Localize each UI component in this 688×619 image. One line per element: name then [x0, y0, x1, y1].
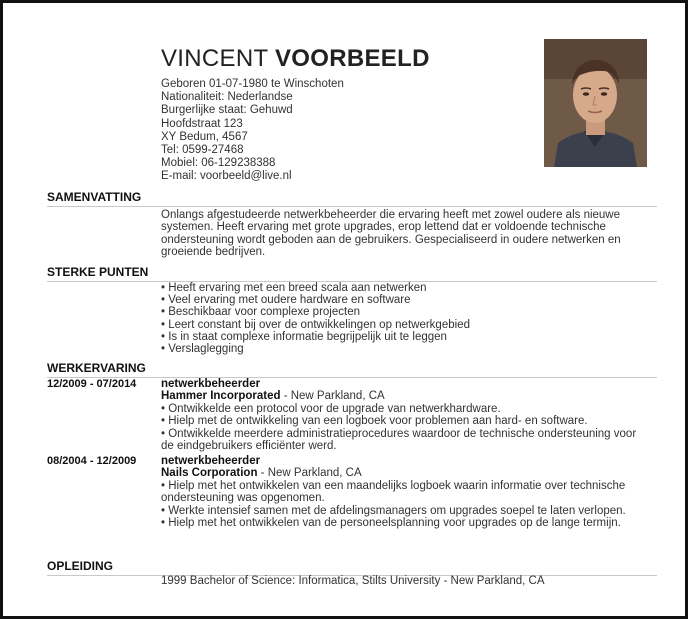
- email: E-mail: voorbeeld@live.nl: [161, 170, 292, 183]
- strength-item: • Heeft ervaring met een breed scala aan netwerken: [161, 282, 427, 294]
- company-name: Hammer Incorporated: [161, 390, 281, 403]
- section-divider: [47, 206, 657, 207]
- job-title: netwerkbeheerder: [161, 455, 261, 467]
- job-bullet: • Ontwikkelde een protocol voor de upgrade van netwerkhardware.: [161, 402, 501, 415]
- education-heading: OPLEIDING: [47, 559, 114, 573]
- street-address: Hoofdstraat 123: [161, 117, 243, 130]
- marital-status: Burgerlijke staat: Gehuwd: [161, 104, 293, 117]
- job-bullet: • Hielp met de ontwikkeling van een logboek voor problemen aan hard- en software.: [161, 415, 588, 428]
- company-location: - New Parkland, CA: [280, 390, 385, 403]
- strength-item: • Verslaglegging: [161, 343, 244, 356]
- strength-item: • Is in staat complexe informatie begrijpelijk uit te leggen: [161, 330, 447, 343]
- strengths-heading: STERKE PUNTEN: [47, 265, 149, 279]
- education-text: 1999 Bachelor of Science: Informatica, Stilts University - New Parkland, CA: [161, 575, 545, 587]
- job-bullet: • Werkte intensief samen met de afdelingsmanagers om upgrades soepel te laten verlopen.: [161, 504, 626, 517]
- job-dates: 12/2009 - 07/2014: [47, 378, 137, 390]
- first-name: VINCENT: [161, 45, 269, 72]
- company-line: [161, 467, 651, 479]
- birth-info: Geboren 01-07-1980 te Winschoten: [161, 78, 344, 90]
- company-line: [161, 390, 651, 402]
- phone: Tel: 0599-27468: [161, 144, 244, 157]
- job-entry: [161, 455, 651, 529]
- summary-heading: SAMENVATTING: [47, 190, 142, 204]
- contact-details: [161, 78, 344, 184]
- job-bullet: • Hielp met het ontwikkelen van een maandelijks logboek waarin informatie over technische ondersteuning was opgenomen.: [161, 479, 626, 505]
- job-bullets: [161, 480, 651, 530]
- mobile: Mobiel: 06-129238388: [161, 157, 276, 170]
- job-bullets: [161, 403, 651, 453]
- profile-photo: [544, 39, 647, 167]
- job-bullet: • Ontwikkelde meerdere administratieprocedures waardoor de technische ondersteuning voor de eindgebruikers efficiënter werd.: [161, 427, 637, 453]
- job-entry: [161, 378, 651, 452]
- nationality: Nationaliteit: Nederlandse: [161, 91, 293, 104]
- strengths-list: [161, 282, 651, 355]
- strength-item: • Beschikbaar voor complexe projecten: [161, 306, 360, 319]
- job-dates: 08/2004 - 12/2009: [47, 455, 137, 467]
- company-location: - New Parkland, CA: [257, 467, 362, 480]
- postal-city: XY Bedum, 4567: [161, 130, 248, 143]
- job-bullet: • Hielp met het ontwikkelen van de personeelsplanning voor upgrades op de lange termijn.: [161, 517, 621, 530]
- strength-item: • Leert constant bij over de ontwikkelingen op netwerkgebied: [161, 318, 470, 331]
- last-name: VOORBEELD: [274, 45, 430, 72]
- company-name: Nails Corporation: [161, 467, 258, 480]
- job-title: netwerkbeheerder: [161, 378, 261, 390]
- strength-item: • Veel ervaring met oudere hardware en software: [161, 294, 411, 307]
- candidate-name: [161, 45, 430, 73]
- experience-heading: WERKERVARING: [47, 361, 146, 375]
- summary-text: Onlangs afgestudeerde netwerkbeheerder die ervaring heeft met zowel oudere als nieuwe systemen. Heeft ervaring met grote upgrades, erop lettend dat er voldoende technische ondersteuning wordt geboden aan de gebruikers. Gespecialiseerd in oudere netwerken en groeiende bedrijven.: [161, 209, 621, 259]
- portrait-illustration: [544, 39, 647, 167]
